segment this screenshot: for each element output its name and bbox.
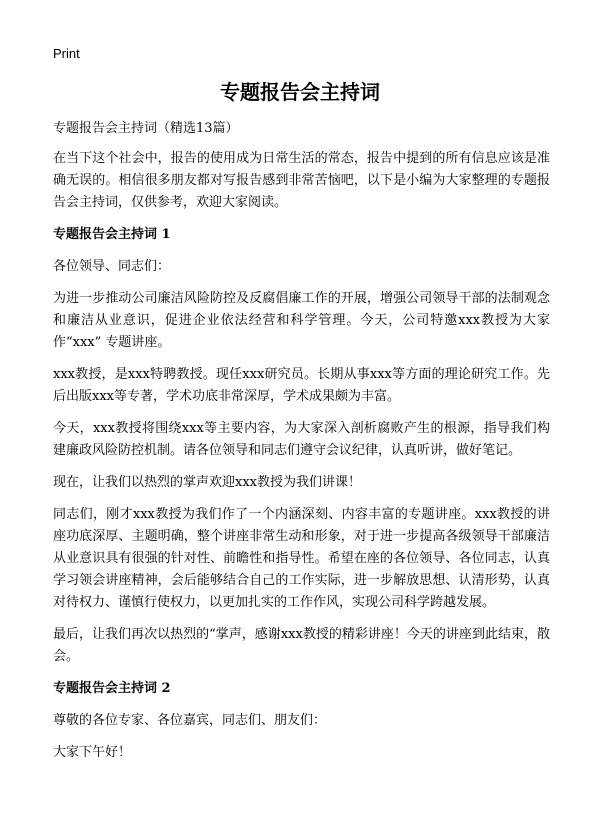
paragraph: 各位领导、同志们： xyxy=(53,259,171,274)
paragraph: 尊敬的各位专家、各位嘉宾，同志们、朋友们： xyxy=(53,713,327,728)
document-body xyxy=(53,118,550,774)
document-subtitle: 专题报告会主持词（精选13篇） xyxy=(53,121,239,136)
intro-paragraph: 在当下这个社会中，报告的使用成为日常生活的常态，报告中提到的所有信息应该是准确无误的。相信很多朋友都对写报告感到非常苦恼吧，以下是小编为大家整理的专题报告会主持词，仅供参考，欢迎大家阅读。 xyxy=(53,151,550,210)
paragraph: 现在，让我们以热烈的掌声欢迎xxx教授为我们讲课！ xyxy=(53,475,361,490)
paragraph: xxx教授，是xxx特聘教授。现任xxx研究员。长期从事xxx等方面的理论研究工作。先后出版xxx等专著，学术功底非常深厚，学术成果颇为丰富。 xyxy=(53,367,550,404)
paragraph: 最后，让我们再次以热烈的“掌声，感谢xxx教授的精彩讲座！今天的讲座到此结束，散会。 xyxy=(53,627,550,664)
section-heading: 专题报告会主持词 2 xyxy=(53,681,171,696)
paragraph: 今天，xxx教授将围绕xxx等主要内容，为大家深入剖析腐败产生的根源，指导我们构建廉政风险防控机制。请各位领导和同志们遵守会议纪律，认真听讲，做好笔记。 xyxy=(53,421,550,458)
section-2 xyxy=(53,678,550,764)
paragraph: 为进一步推动公司廉洁风险防控及反腐倡廉工作的开展，增强公司领导干部的法制观念和廉洁从业意识，促进企业依法经营和科学管理。今天，公司特邀xxx教授为大家作“xxx” 专题讲座。 xyxy=(53,291,550,350)
section-1 xyxy=(53,224,550,668)
document-title: 专题报告会主持词 xyxy=(220,80,380,104)
paragraph: 大家下午好！ xyxy=(53,745,132,760)
paragraph: 同志们，刚才xxx教授为我们作了一个内涵深刻、内容丰富的专题讲座。xxx教授的讲座功底深厚、主题明确，整个讲座非常生动和形象，对于进一步提高各级领导干部廉洁从业意识具有很强的针对性、前瞻性和指导性。希望在座的各位领导、各位同志，认真学习领会讲座精神，会后能够结合自己的工作实际，进一步解放思想、认清形势，认真对待权力、谨慎行使权力，以更加扎实的工作作风，实现公司科学跨越发展。 xyxy=(53,507,550,610)
section-heading: 专题报告会主持词 1 xyxy=(53,227,171,242)
print-link[interactable]: Print xyxy=(53,46,80,61)
